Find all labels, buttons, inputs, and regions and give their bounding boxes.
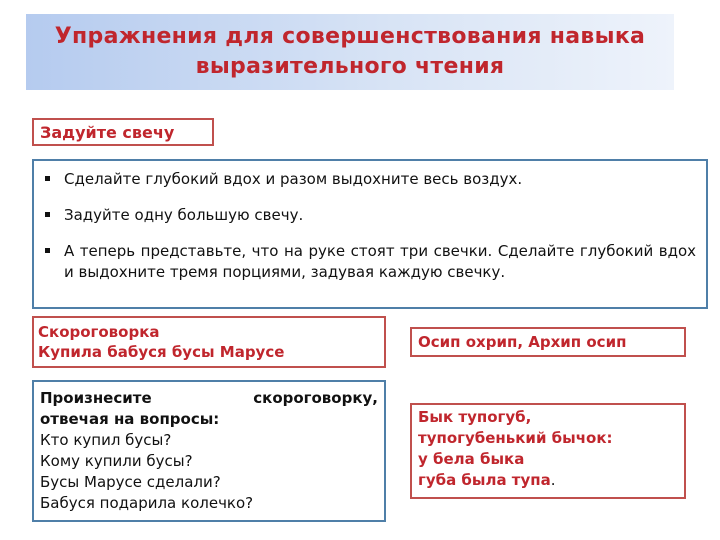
questions-box xyxy=(32,380,386,522)
questions-heading-line-2: отвечая на вопросы: xyxy=(40,410,220,428)
osip-tongue-twister: Осип охрип, Архип осип xyxy=(410,327,686,357)
step-text: Сделайте глубокий вдох и разом выдохните весь воздух. xyxy=(64,170,523,188)
steps-box xyxy=(32,159,708,309)
square-bullet-icon xyxy=(45,248,50,253)
byk-line: губа была тупа xyxy=(418,471,551,489)
question-item: Кто купил бусы? xyxy=(40,431,172,449)
byk-line: Бык тупогуб, xyxy=(418,408,532,426)
slide-title xyxy=(26,14,674,90)
steps-list xyxy=(44,169,696,283)
question-item: Бабуся подарила колечко? xyxy=(40,494,254,512)
step-item xyxy=(44,205,696,226)
square-bullet-icon xyxy=(45,176,50,181)
square-bullet-icon xyxy=(45,212,50,217)
byk-period: . xyxy=(550,471,556,489)
title-line-1: Упражнения для совершенствования навыка xyxy=(54,24,646,49)
title-line-2: выразительного чтения xyxy=(195,54,505,79)
step-text: Задуйте одну большую свечу. xyxy=(64,206,304,224)
tongue-twister-label: Скороговорка xyxy=(38,323,160,341)
byk-line: у бела быка xyxy=(418,450,525,468)
exercise-label: Задуйте свечу xyxy=(32,118,214,146)
byk-line-last xyxy=(418,470,684,491)
question-item: Бусы Марусе сделали? xyxy=(40,473,221,491)
questions-heading-line-1: Произнесите скороговорку, xyxy=(40,389,378,407)
question-item: Кому купили бусы? xyxy=(40,452,193,470)
tongue-twister-box xyxy=(32,316,386,368)
byk-tongue-twister xyxy=(410,403,686,499)
step-item xyxy=(44,241,696,283)
byk-line: тупогубенький бычок: xyxy=(418,429,613,447)
step-item xyxy=(44,169,696,190)
tongue-twister-text: Купила бабуся бусы Марусе xyxy=(38,343,285,361)
step-text: А теперь представьте, что на руке стоят три свечки. Сделайте глубокий вдох и выдохните тремя порциями, задувая каждую свечку. xyxy=(64,242,696,281)
